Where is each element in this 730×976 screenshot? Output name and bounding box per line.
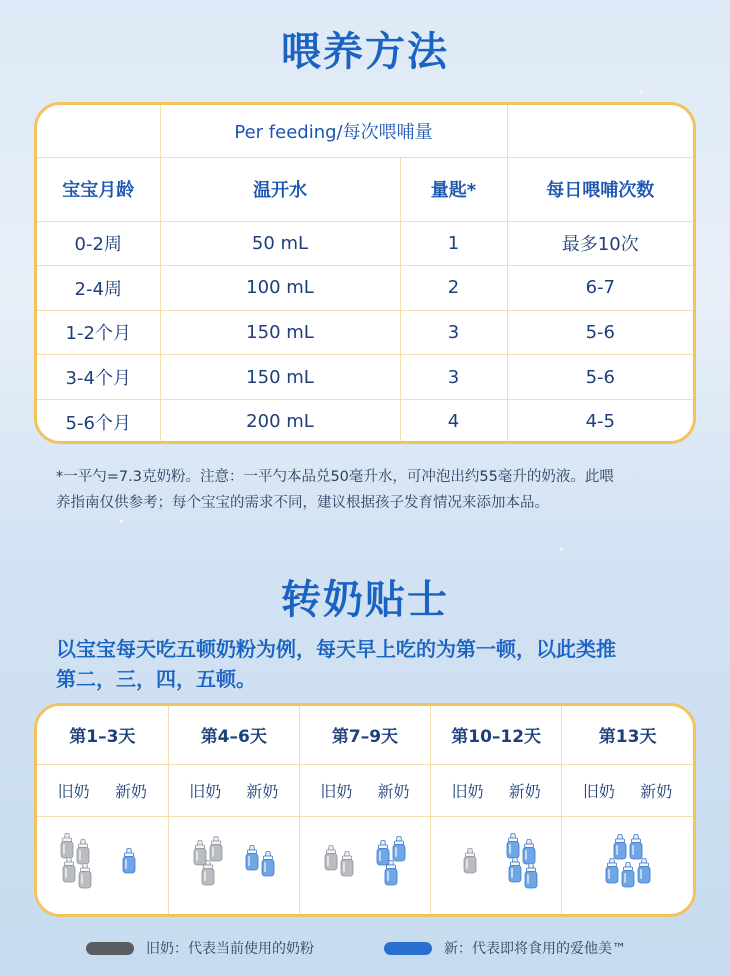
bottle-row	[37, 816, 693, 915]
old-milk-bottle-icon	[208, 836, 224, 862]
bottle-group	[431, 817, 561, 915]
bottle-group	[300, 817, 430, 915]
table-row	[37, 221, 693, 266]
new-milk-bottle-icon	[383, 860, 399, 886]
new-milk-bottle-icon	[507, 857, 523, 883]
new-milk-bottle-icon	[523, 863, 539, 889]
new-milk-bottle-icon	[244, 845, 260, 871]
new-milk-swatch	[384, 942, 432, 955]
old-milk-label: 旧奶	[57, 781, 90, 801]
bottle-cell	[431, 816, 562, 915]
header-empty-cell	[37, 105, 160, 157]
new-milk-bottle-icon	[612, 834, 628, 860]
stage-label: 第13天	[562, 706, 693, 764]
cell-water: 50 mL	[160, 221, 400, 266]
stage-label: 第1–3天	[37, 706, 168, 764]
old-milk-bottle-icon	[75, 839, 91, 865]
switch-table-card	[34, 703, 696, 917]
cell-feeds: 4-5	[585, 411, 615, 433]
old-milk-bottle-icon	[61, 857, 77, 883]
old-milk-label: 旧奶	[189, 781, 222, 801]
milk-label-cell	[431, 764, 562, 816]
stage-label: 第7–9天	[299, 706, 430, 764]
bottle-group	[562, 817, 693, 915]
milk-label-cell	[562, 764, 693, 816]
new-milk-bottle-icon	[521, 839, 537, 865]
milk-label-cell	[168, 764, 299, 816]
bottle-cell	[299, 816, 430, 915]
legend-new-text: 新：代表即将食用的爱他美™	[444, 941, 626, 957]
milk-label-cell	[37, 764, 168, 816]
switch-intro	[56, 634, 696, 694]
cell-age: 3-4个月	[37, 355, 160, 400]
bottle-cell	[562, 816, 693, 915]
column-header-age: 宝宝月龄	[37, 157, 160, 221]
table-row	[37, 399, 693, 444]
column-header-water: 温开水	[160, 157, 400, 221]
new-milk-label: 新奶	[640, 781, 673, 801]
cell-feeds: 5-6	[507, 310, 693, 355]
cell-scoops: 1	[400, 221, 507, 266]
sparkle	[560, 548, 563, 551]
new-milk-bottle-icon	[604, 858, 620, 884]
new-milk-bottle-icon	[628, 834, 644, 860]
legend-new	[384, 936, 626, 960]
cell-feeds: 6-7	[507, 266, 693, 311]
old-milk-bottle-icon	[323, 845, 339, 871]
new-milk-label: 新奶	[246, 781, 279, 801]
feeding-table	[37, 105, 693, 444]
feeding-title: 喂养方法	[281, 29, 449, 75]
new-milk-bottle-icon	[505, 833, 521, 859]
switch-title: 转奶贴士	[281, 577, 449, 623]
cell-water: 100 mL	[160, 266, 400, 311]
legend-old	[86, 936, 314, 960]
per-feeding-header: Per feeding/每次喂哺量	[160, 105, 507, 157]
new-milk-label: 新奶	[115, 781, 148, 801]
old-milk-bottle-icon	[462, 848, 478, 874]
old-milk-label: 旧奶	[320, 781, 353, 801]
old-milk-bottle-icon	[59, 833, 75, 859]
table-row	[37, 355, 693, 400]
column-header-scoops: 量匙*	[400, 157, 507, 221]
column-header-feeds-per-day: 每日喂哺次数	[507, 157, 693, 221]
new-milk-label: 新奶	[377, 781, 410, 801]
sparkle	[120, 520, 123, 523]
table-row	[37, 310, 693, 355]
bottle-group	[37, 817, 168, 915]
old-milk-bottle-icon	[339, 851, 355, 877]
cell-age: 1-2个月	[37, 310, 160, 355]
sparkle	[640, 90, 643, 93]
stage-header-row	[37, 706, 693, 764]
feeding-table-top-header	[37, 105, 693, 157]
cell-age: 0-2周	[37, 221, 160, 266]
switch-table	[37, 706, 693, 915]
table-row	[37, 266, 693, 311]
cell-scoops: 3	[400, 355, 507, 400]
stage-label: 第10–12天	[431, 706, 562, 764]
cell-age: 5-6个月	[37, 399, 160, 444]
feeding-note	[56, 464, 686, 516]
new-milk-bottle-icon	[391, 836, 407, 862]
cell-feeds: 5-6	[507, 355, 693, 400]
feeding-table-card	[34, 102, 696, 444]
old-milk-swatch	[86, 942, 134, 955]
new-milk-label: 新奶	[508, 781, 541, 801]
switch-intro-line: 以宝宝每天吃五顿奶粉为例，每天早上吃的为第一顿，以此类推	[56, 637, 616, 661]
feeding-note-line: 养指南仅供参考；每个宝宝的需求不同，建议根据孩子发育情况来添加本品。	[56, 495, 549, 511]
switch-intro-line: 第二，三，四，五顿。	[56, 667, 256, 691]
bottle-cell	[37, 816, 168, 915]
old-milk-bottle-icon	[77, 863, 93, 889]
old-milk-label: 旧奶	[451, 781, 484, 801]
new-milk-bottle-icon	[620, 862, 636, 888]
feeding-note-line: *一平勺=7.3克奶粉。注意：一平勺本品兑50毫升水，可冲泡出约55毫升的奶液。此喂	[56, 469, 614, 485]
cell-water: 200 mL	[160, 399, 400, 444]
cell-scoops: 2	[400, 266, 507, 311]
cell-scoops: 3	[400, 310, 507, 355]
new-milk-bottle-icon	[260, 851, 276, 877]
new-milk-bottle-icon	[636, 858, 652, 884]
cell-water: 150 mL	[160, 310, 400, 355]
cell-water: 150 mL	[160, 355, 400, 400]
old-milk-bottle-icon	[200, 860, 216, 886]
cell-feeds: 最多10次	[507, 221, 693, 266]
stage-label: 第4–6天	[168, 706, 299, 764]
feeding-table-column-headers	[37, 157, 693, 221]
bottle-group	[169, 817, 299, 915]
bottle-cell	[168, 816, 299, 915]
milk-label-row	[37, 764, 693, 816]
old-milk-label: 旧奶	[582, 781, 615, 801]
cell-scoops: 4	[400, 399, 507, 444]
cell-age: 2-4周	[37, 266, 160, 311]
header-empty-cell	[507, 105, 693, 157]
new-milk-bottle-icon	[121, 848, 137, 874]
legend-old-text: 旧奶：代表当前使用的奶粉	[146, 941, 314, 957]
milk-label-cell	[299, 764, 430, 816]
